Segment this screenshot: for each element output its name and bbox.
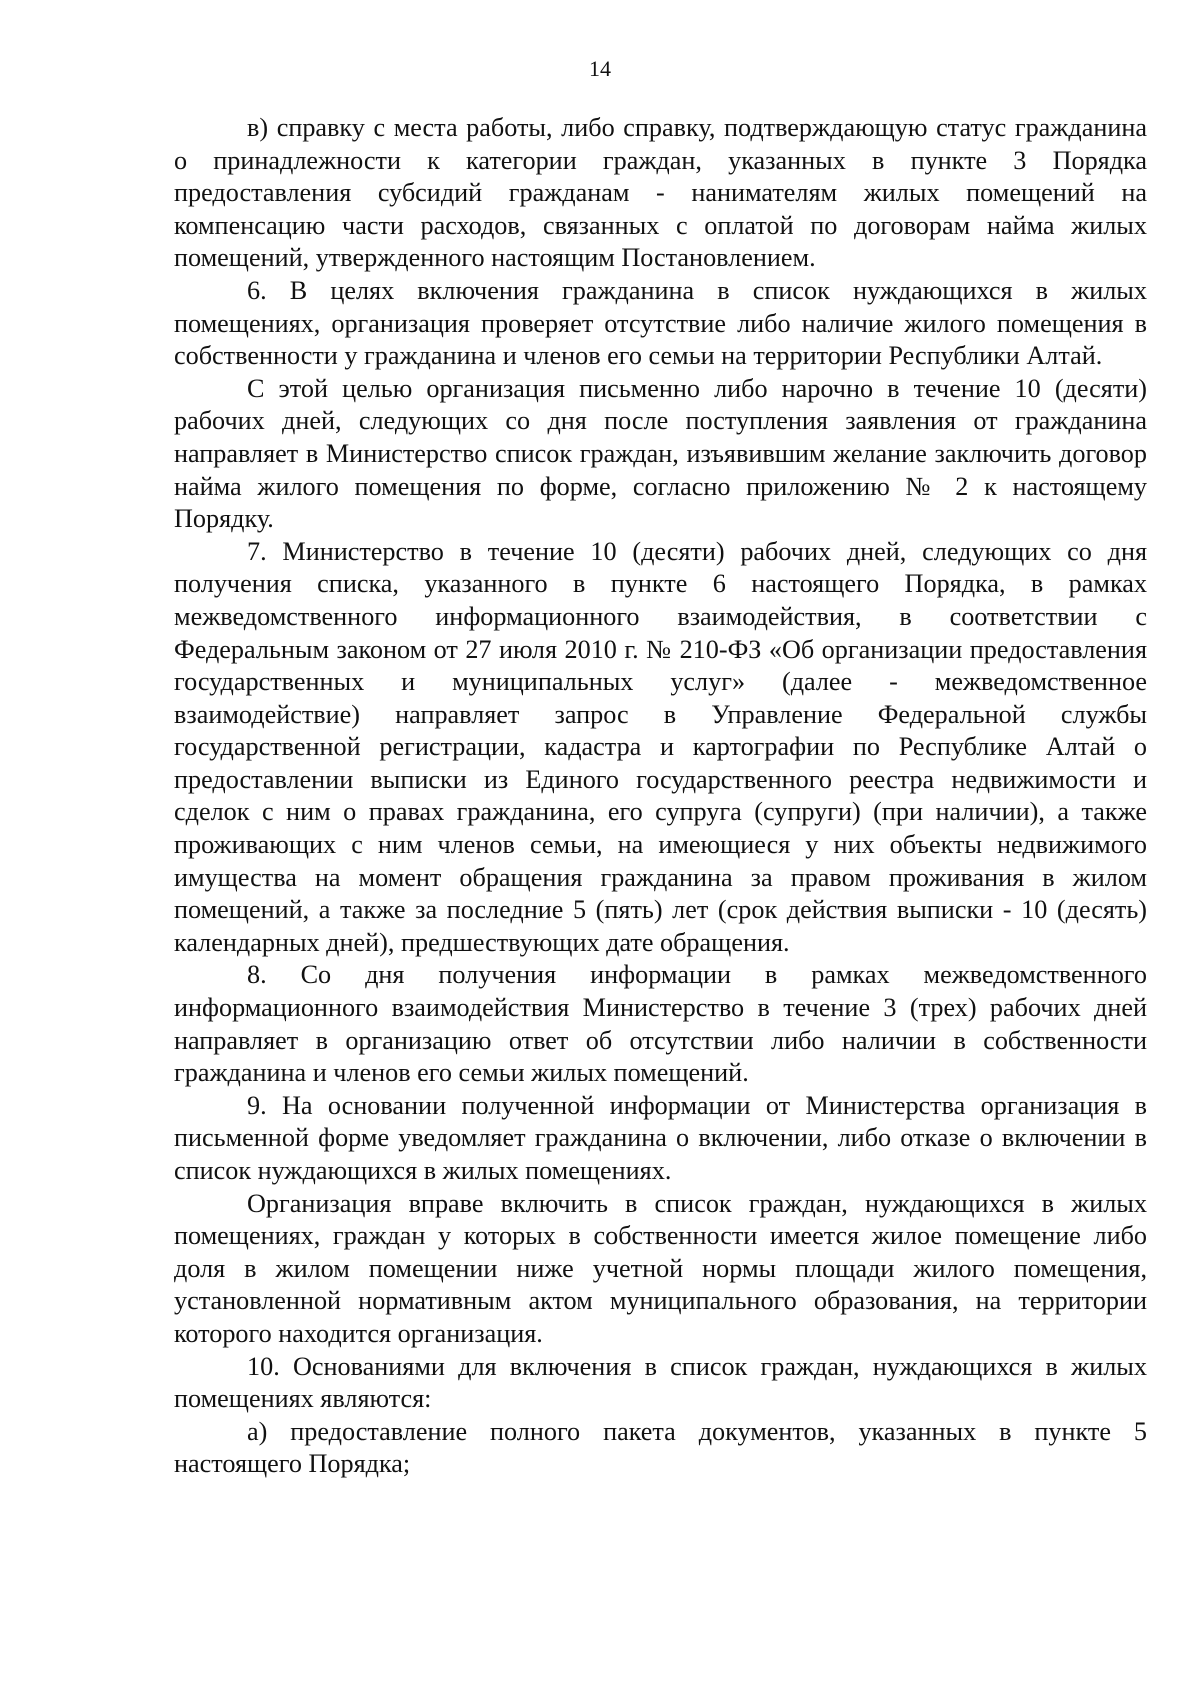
- paragraph-9: 9. На основании полученной информации от Министерства организация в письменной форме уведомляет гражданина о включении, либо отказе о включении в список нуждающихся в жилых помещениях.: [174, 1090, 1147, 1185]
- page-number: 14: [589, 56, 611, 81]
- paragraph-8: 8. Со дня получения информации в рамках межведомственного информационного взаимодействия Министерство в течение 3 (трех) рабочих дней направляет в организацию ответ об отсутствии либо наличии в собственности гражданина и членов его семьи жилых помещений.: [174, 960, 1147, 1088]
- body-text: [174, 112, 1147, 1481]
- paragraph-7: 7. Министерство в течение 10 (десяти) рабочих дней, следующих со дня получения списка, указанного в пункте 6 настоящего Порядка, в рамках межведомственного информационного взаимодействия, в соответствии с Федеральным законом от 27 июля 2010 г. № 210-ФЗ «Об организации предоставления государственных и муниципальных услуг» (далее - межведомственное взаимодействие) направляет запрос в Управление Федеральной службы государственной регистрации, кадастра и картографии по Республике Алтай о предоставлении выписки из Единого государственного реестра недвижимости и сделок с ним о правах гражданина, его супруга (супруги) (при наличии), а также проживающих с ним членов семьи, на имеющиеся у них объекты недвижимого имущества на момент обращения гражданина за правом проживания в жилом помещений, а также за последние 5 (пять) лет (срок действия выписки - 10 (десять) календарных дней), предшествующих дате обращения.: [174, 536, 1147, 957]
- paragraph-6: 6. В целях включения гражданина в список нуждающихся в жилых помещениях, организация проверяет отсутствие либо наличие жилого помещения в собственности у гражданина и членов его семьи на территории Республики Алтай.: [174, 275, 1147, 371]
- paragraph-6-continued: С этой целью организация письменно либо нарочно в течение 10 (десяти) рабочих дней, следующих со дня после поступления заявления от гражданина направляет в Министерство список граждан, изъявившим желание заключить договор найма жилого помещения по форме, согласно приложению № 2 к настоящему Порядку.: [174, 373, 1147, 534]
- paragraph-10: 10. Основаниями для включения в список граждан, нуждающихся в жилых помещениях являются:: [174, 1351, 1147, 1414]
- paragraph-5v: в) справку с места работы, либо справку, подтверждающую статус гражданина о принадлежности к категории граждан, указанных в пункте 3 Порядка предоставления субсидий гражданам - нанимателям жилых помещений на компенсацию части расходов, связанных с оплатой по договорам найма жилых помещений, утвержденного настоящим Постановлением.: [174, 113, 1147, 273]
- paragraph-10a: а) предоставление полного пакета документов, указанных в пункте 5 настоящего Порядка;: [174, 1416, 1147, 1479]
- paragraph-9-continued: Организация вправе включить в список граждан, нуждающихся в жилых помещениях, граждан у которых в собственности имеется жилое помещение либо доля в жилом помещении ниже учетной нормы площади жилого помещения, установленной нормативным актом муниципального образования, на территории которого находится организация.: [174, 1188, 1147, 1348]
